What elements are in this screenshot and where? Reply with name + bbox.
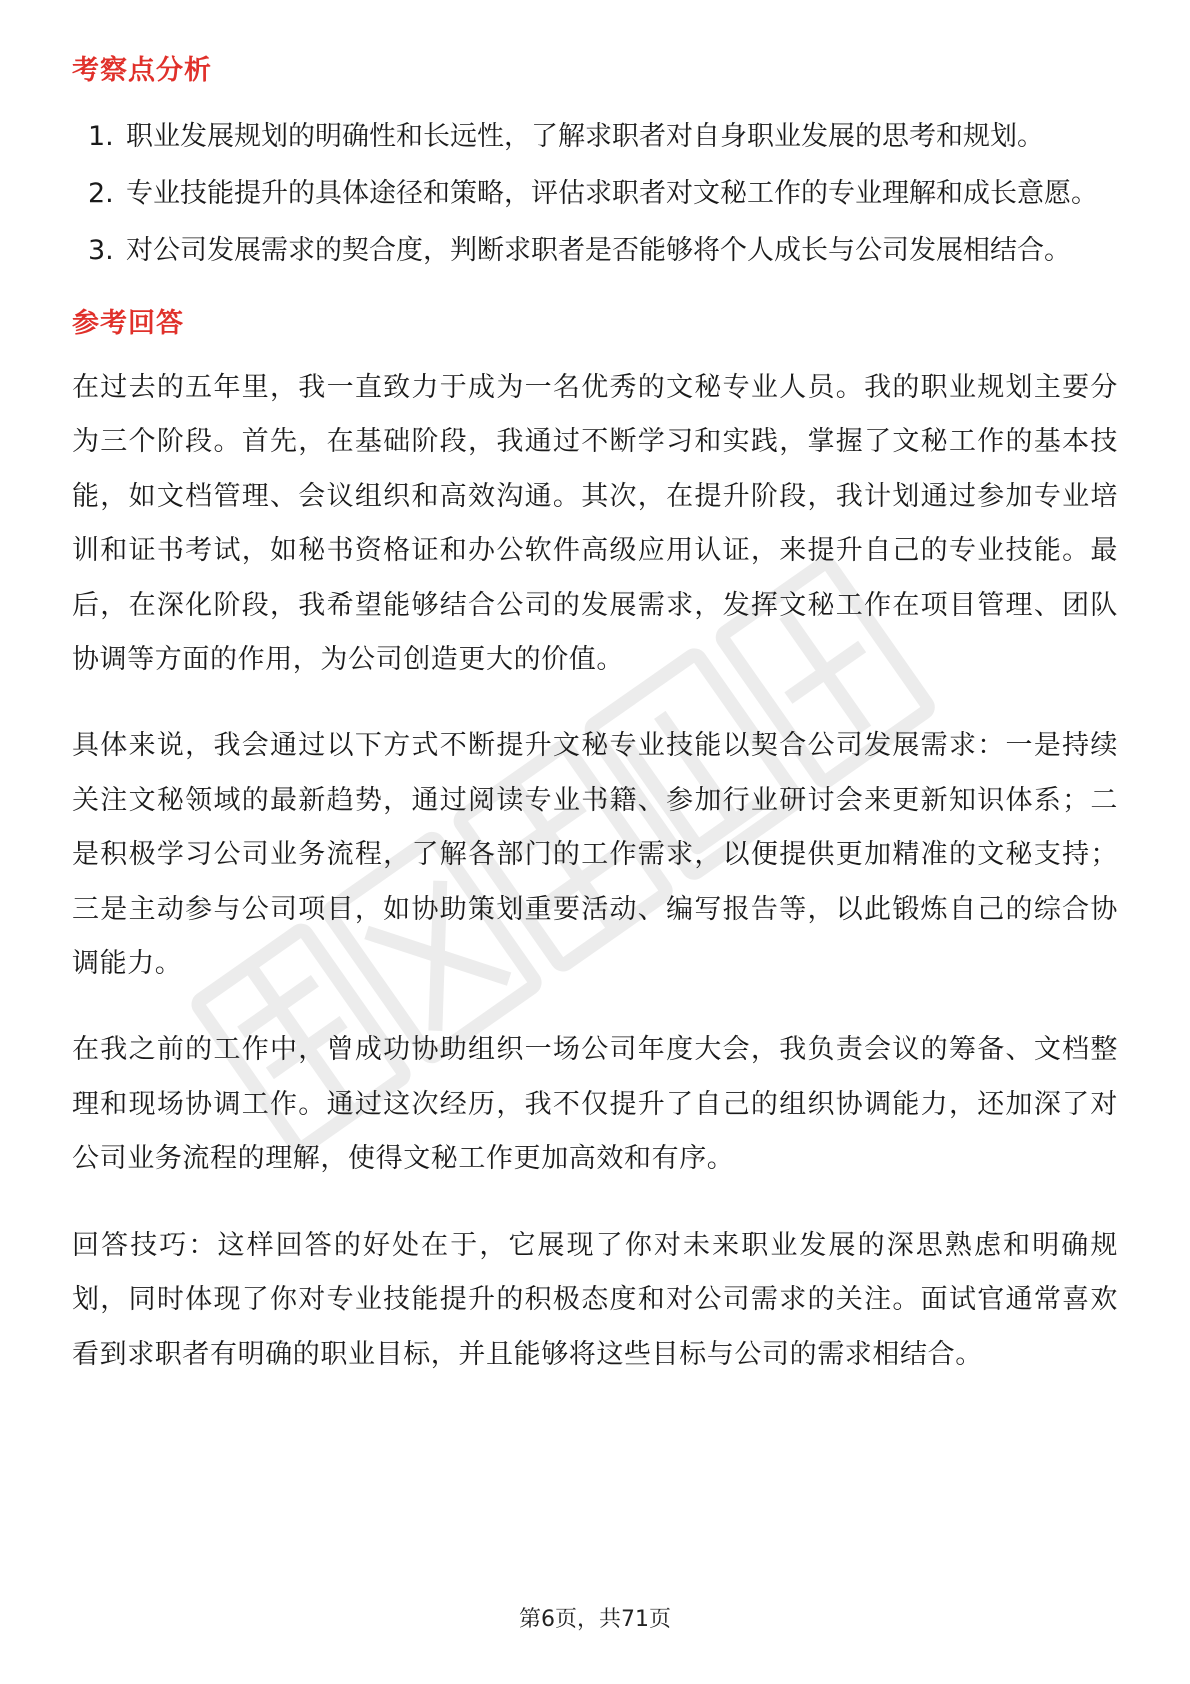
- page-number: 第6页，共71页: [519, 1607, 671, 1632]
- list-item: [72, 222, 1118, 279]
- answer-paragraph: 具体来说，我会通过以下方式不断提升文秘专业技能以契合公司发展需求：一是持续关注文秘领域的最新趋势，通过阅读专业书籍、参加行业研讨会来更新知识体系；二是积极学习公司业务流程，了解各部门的工作需求，以便提供更加精准的文秘支持；三是主动参与公司项目，如协助策划重要活动、编写报告等，以此锻炼自己的综合协调能力。: [72, 730, 1118, 980]
- list-text: 对公司发展需求的契合度，判断求职者是否能够将个人成长与公司发展相结合。: [126, 235, 1071, 266]
- list-text: 专业技能提升的具体途径和策略，评估求职者对文秘工作的专业理解和成长意愿。: [126, 178, 1098, 209]
- answer-paragraph: 在我之前的工作中，曾成功协助组织一场公司年度大会，我负责会议的筹备、文档整理和现场协调工作。通过这次经历，我不仅提升了自己的组织协调能力，还加深了对公司业务流程的理解，使得文秘工作更加高效和有序。: [72, 1034, 1118, 1175]
- answer-tips-paragraph: 回答技巧：这样回答的好处在于，它展现了你对未来职业发展的深思熟虑和明确规划，同时体现了你对专业技能提升的积极态度和对公司需求的关注。面试官通常喜欢看到求职者有明确的职业目标，并且能够将这些目标与公司的需求相结合。: [72, 1229, 1118, 1370]
- list-item: [72, 108, 1118, 165]
- answer-paragraph: 在过去的五年里，我一直致力于成为一名优秀的文秘专业人员。我的职业规划主要分为三个阶段。首先，在基础阶段，我通过不断学习和实践，掌握了文秘工作的基本技能，如文档管理、会议组织和高效沟通。其次，在提升阶段，我计划通过参加专业培训和证书考试，如秘书资格证和办公软件高级应用认证，来提升自己的专业技能。最后，在深化阶段，我希望能够结合公司的发展需求，发挥文秘工作在项目管理、团队协调等方面的作用，为公司创造更大的价值。: [72, 372, 1118, 676]
- list-number: 2.: [88, 178, 114, 209]
- list-text: 职业发展规划的明确性和长远性，了解求职者对自身职业发展的思考和规划。: [126, 121, 1044, 152]
- answer-heading: 参考回答: [72, 308, 184, 339]
- analysis-list: [72, 108, 1118, 279]
- list-item: [72, 165, 1118, 222]
- analysis-heading: 考察点分析: [72, 55, 212, 86]
- list-number: 3.: [88, 235, 114, 266]
- content: [72, 48, 1118, 1382]
- list-number: 1.: [88, 121, 114, 152]
